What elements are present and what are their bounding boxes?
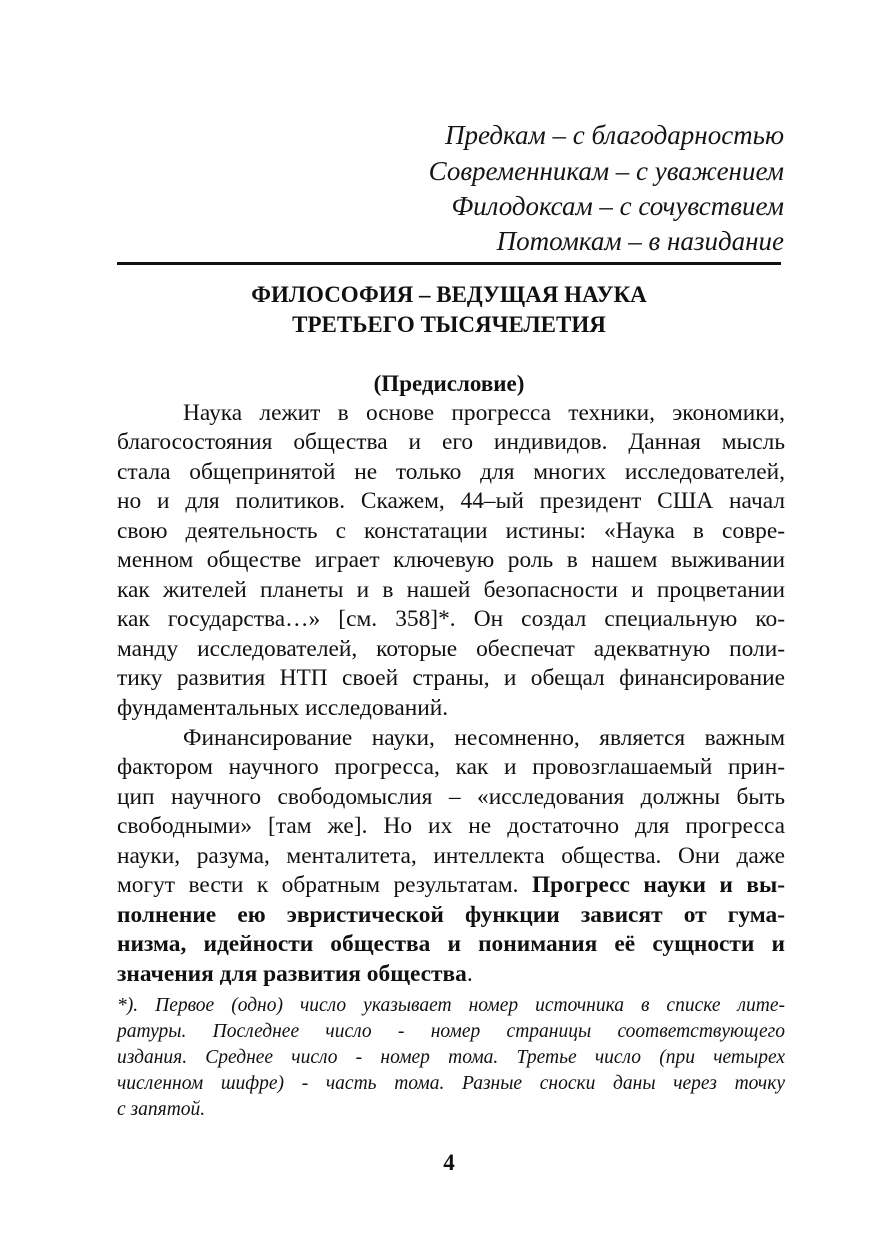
footnote-line: ратуры. Последнее число - номер страницы соответствующего	[117, 1021, 785, 1042]
text-line: Финансирование науки, несомненно, является важным	[183, 725, 785, 751]
footnote-line: с запятой.	[117, 1099, 206, 1120]
text-line: фундаментальных исследований.	[117, 695, 449, 721]
text-line: манду исследователей, которые обеспечат адекватную поли-	[117, 636, 785, 662]
chapter-title-line-2: ТРЕТЬЕГО ТЫСЯЧЕЛЕТИЯ	[292, 312, 606, 337]
text-line: стала общепринятой не только для многих исследователей,	[117, 459, 785, 485]
text-line-bold: полнение ею эвристической функции зависят от гума-	[117, 902, 785, 928]
text-normal: могут вести к обратным результатам.	[117, 872, 532, 898]
text-bold: значения для развития общества	[117, 961, 467, 987]
text-line: как государства…» [см. 358]*. Он создал специальную ко-	[117, 606, 785, 632]
text-line: свободными» [там же]. Но их не достаточно для прогресса	[117, 813, 785, 839]
footnote-line: издания. Среднее число - номер тома. Третье число (при четырех	[117, 1047, 785, 1068]
epigraph-line: Потомкам – в назидание	[496, 226, 784, 256]
text-line: свою деятельность с констатации истины: «Наука в совре-	[117, 518, 785, 544]
page-number: 4	[443, 1150, 455, 1175]
epigraph-line: Предкам – с благодарностью	[445, 120, 784, 150]
text-line-mixed	[117, 871, 785, 899]
epigraph-line: Современникам – с уважением	[428, 156, 784, 186]
text-line: науки, разума, менталитета, интеллекта общества. Они даже	[117, 843, 785, 869]
text-line: менном обществе играет ключевую роль в нашем выживании	[117, 547, 785, 573]
text-bold: Прогресс науки и вы-	[531, 872, 786, 898]
text-line: но и для политиков. Скажем, 44–ый президент США начал	[117, 488, 785, 514]
text-line-bold: низма, идейности общества и понимания её сущности и	[117, 931, 785, 957]
footnote-line: численном шифре) - часть тома. Разные сноски даны через точку	[117, 1073, 785, 1094]
text-line: тику развития НТП своей страны, и обещал финансирование	[117, 665, 785, 691]
text-line-mixed	[117, 960, 785, 988]
section-subtitle: (Предисловие)	[373, 371, 525, 396]
divider-rule	[117, 262, 781, 265]
text-normal: .	[466, 961, 473, 987]
text-line: как жителей планеты и в нашей безопасности и процветании	[117, 577, 785, 603]
text-line: благосостояния общества и его индивидов. Данная мысль	[117, 429, 785, 455]
footnote-line: *). Первое (одно) число указывает номер источника в списке лите-	[117, 995, 785, 1016]
chapter-title-line-1: ФИЛОСОФИЯ – ВЕДУЩАЯ НАУКА	[251, 282, 647, 307]
text-line: фактором научного прогресса, как и провозглашаемый прин-	[117, 754, 785, 780]
epigraph-line: Филодоксам – с сочувствием	[451, 191, 784, 221]
text-line: цип научного свободомыслия – «исследования должны быть	[117, 784, 785, 810]
text-line: Наука лежит в основе прогресса техники, экономики,	[183, 400, 785, 426]
